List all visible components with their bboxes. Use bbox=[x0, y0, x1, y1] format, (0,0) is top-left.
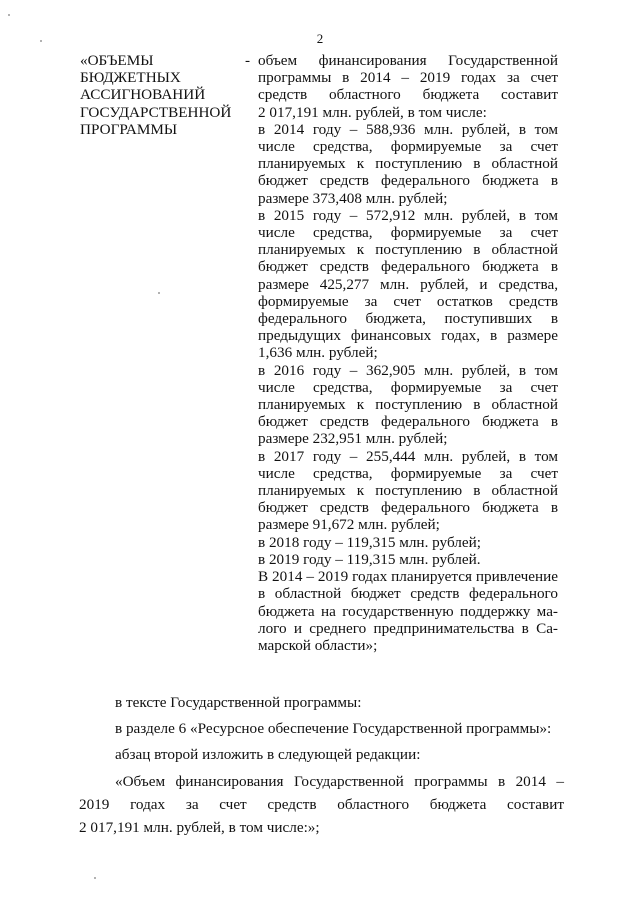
content-line: бюджет средств федерального бюджета в bbox=[258, 499, 558, 517]
content-line: бюджета на государственную поддержку ма- bbox=[258, 602, 558, 620]
content-line: формируемые за счет остатков средств bbox=[258, 292, 558, 310]
paragraph: в тексте Государственной программы: bbox=[115, 694, 362, 711]
amendment-text bbox=[79, 694, 564, 836]
paragraph: абзац второй изложить в следующей редакции: bbox=[115, 746, 421, 764]
content-line: программы в 2014 – 2019 годах за счет bbox=[258, 69, 558, 87]
content-line: бюджет средств федерального бюджета в bbox=[258, 413, 558, 431]
content-line: объем финансирования Государственной bbox=[258, 52, 558, 69]
content-line: бюджет средств федерального бюджета в bbox=[258, 172, 558, 190]
content-line: В 2014 – 2019 годах планируется привлечение bbox=[258, 568, 558, 586]
paragraph: в разделе 6 «Ресурсное обеспечение Государственной программы»: bbox=[115, 720, 552, 738]
content-line: предыдущих финансовых годах, в размере bbox=[258, 327, 558, 345]
label-line: «ОБЪЕМЫ bbox=[80, 52, 154, 69]
scan-speck bbox=[94, 877, 96, 879]
content-line: в 2019 году – 119,315 млн. рублей. bbox=[258, 550, 481, 568]
content-line: федерального бюджета, поступивших в bbox=[258, 310, 558, 328]
content-line: планируемых к поступлению в областной bbox=[258, 155, 558, 173]
content-line: 2 017,191 млн. рублей, в том числе: bbox=[258, 103, 487, 121]
label-line: АССИГНОВАНИЙ bbox=[80, 86, 206, 104]
scan-speck bbox=[40, 40, 42, 42]
label-line: ПРОГРАММЫ bbox=[80, 120, 178, 138]
content-line: размере 232,951 млн. рублей; bbox=[258, 430, 448, 448]
content-line: размере 425,277 млн. рублей, и средства, bbox=[258, 275, 558, 293]
content-line: марской области»; bbox=[258, 636, 378, 654]
label-line: БЮДЖЕТНЫХ bbox=[80, 69, 181, 87]
content-line: средств областного бюджета составит bbox=[258, 86, 558, 104]
content-line: размере 91,672 млн. рублей; bbox=[258, 516, 440, 534]
content-line: в 2017 году – 255,444 млн. рублей, в том bbox=[258, 447, 558, 465]
page-number: 2 bbox=[316, 31, 324, 46]
label-line: ГОСУДАРСТВЕННОЙ bbox=[80, 103, 232, 121]
content-line: лого и среднего предпринимательства в Са- bbox=[258, 619, 558, 637]
content-line: числе средства, формируемые за счет bbox=[258, 464, 558, 482]
passport-row-content bbox=[258, 52, 558, 654]
quoted-paragraph-line: 2 017,191 млн. рублей, в том числе:»; bbox=[79, 819, 320, 837]
content-line: бюджет средств федерального бюджета в bbox=[258, 258, 558, 276]
content-line: в 2016 году – 362,905 млн. рублей, в том bbox=[258, 361, 558, 379]
content-line: в областной бюджет средств федерального bbox=[258, 585, 558, 603]
content-line: размере 373,408 млн. рублей; bbox=[258, 189, 448, 207]
content-line: в 2015 году – 572,912 млн. рублей, в том bbox=[258, 206, 558, 224]
content-line: в 2018 году – 119,315 млн. рублей; bbox=[258, 533, 481, 551]
quoted-paragraph-line: «Объем финансирования Государственной программы в 2014 – bbox=[115, 772, 564, 790]
quoted-paragraph-line: 2019 годах за счет средств областного бюджета составит bbox=[79, 795, 564, 813]
content-line: планируемых к поступлению в областной bbox=[258, 396, 558, 414]
content-line: планируемых к поступлению в областной bbox=[258, 482, 558, 500]
passport-row-label bbox=[80, 52, 230, 138]
content-line: числе средства, формируемые за счет bbox=[258, 378, 558, 396]
content-line: 1,636 млн. рублей; bbox=[258, 344, 378, 362]
content-line: числе средства, формируемые за счет bbox=[258, 224, 558, 242]
scan-speck bbox=[158, 292, 160, 294]
scan-speck bbox=[8, 14, 10, 16]
content-line: числе средства, формируемые за счет bbox=[258, 138, 558, 156]
content-line: в 2014 году – 588,936 млн. рублей, в том bbox=[258, 120, 558, 138]
row-dash: - bbox=[245, 52, 251, 69]
content-line: планируемых к поступлению в областной bbox=[258, 241, 558, 259]
